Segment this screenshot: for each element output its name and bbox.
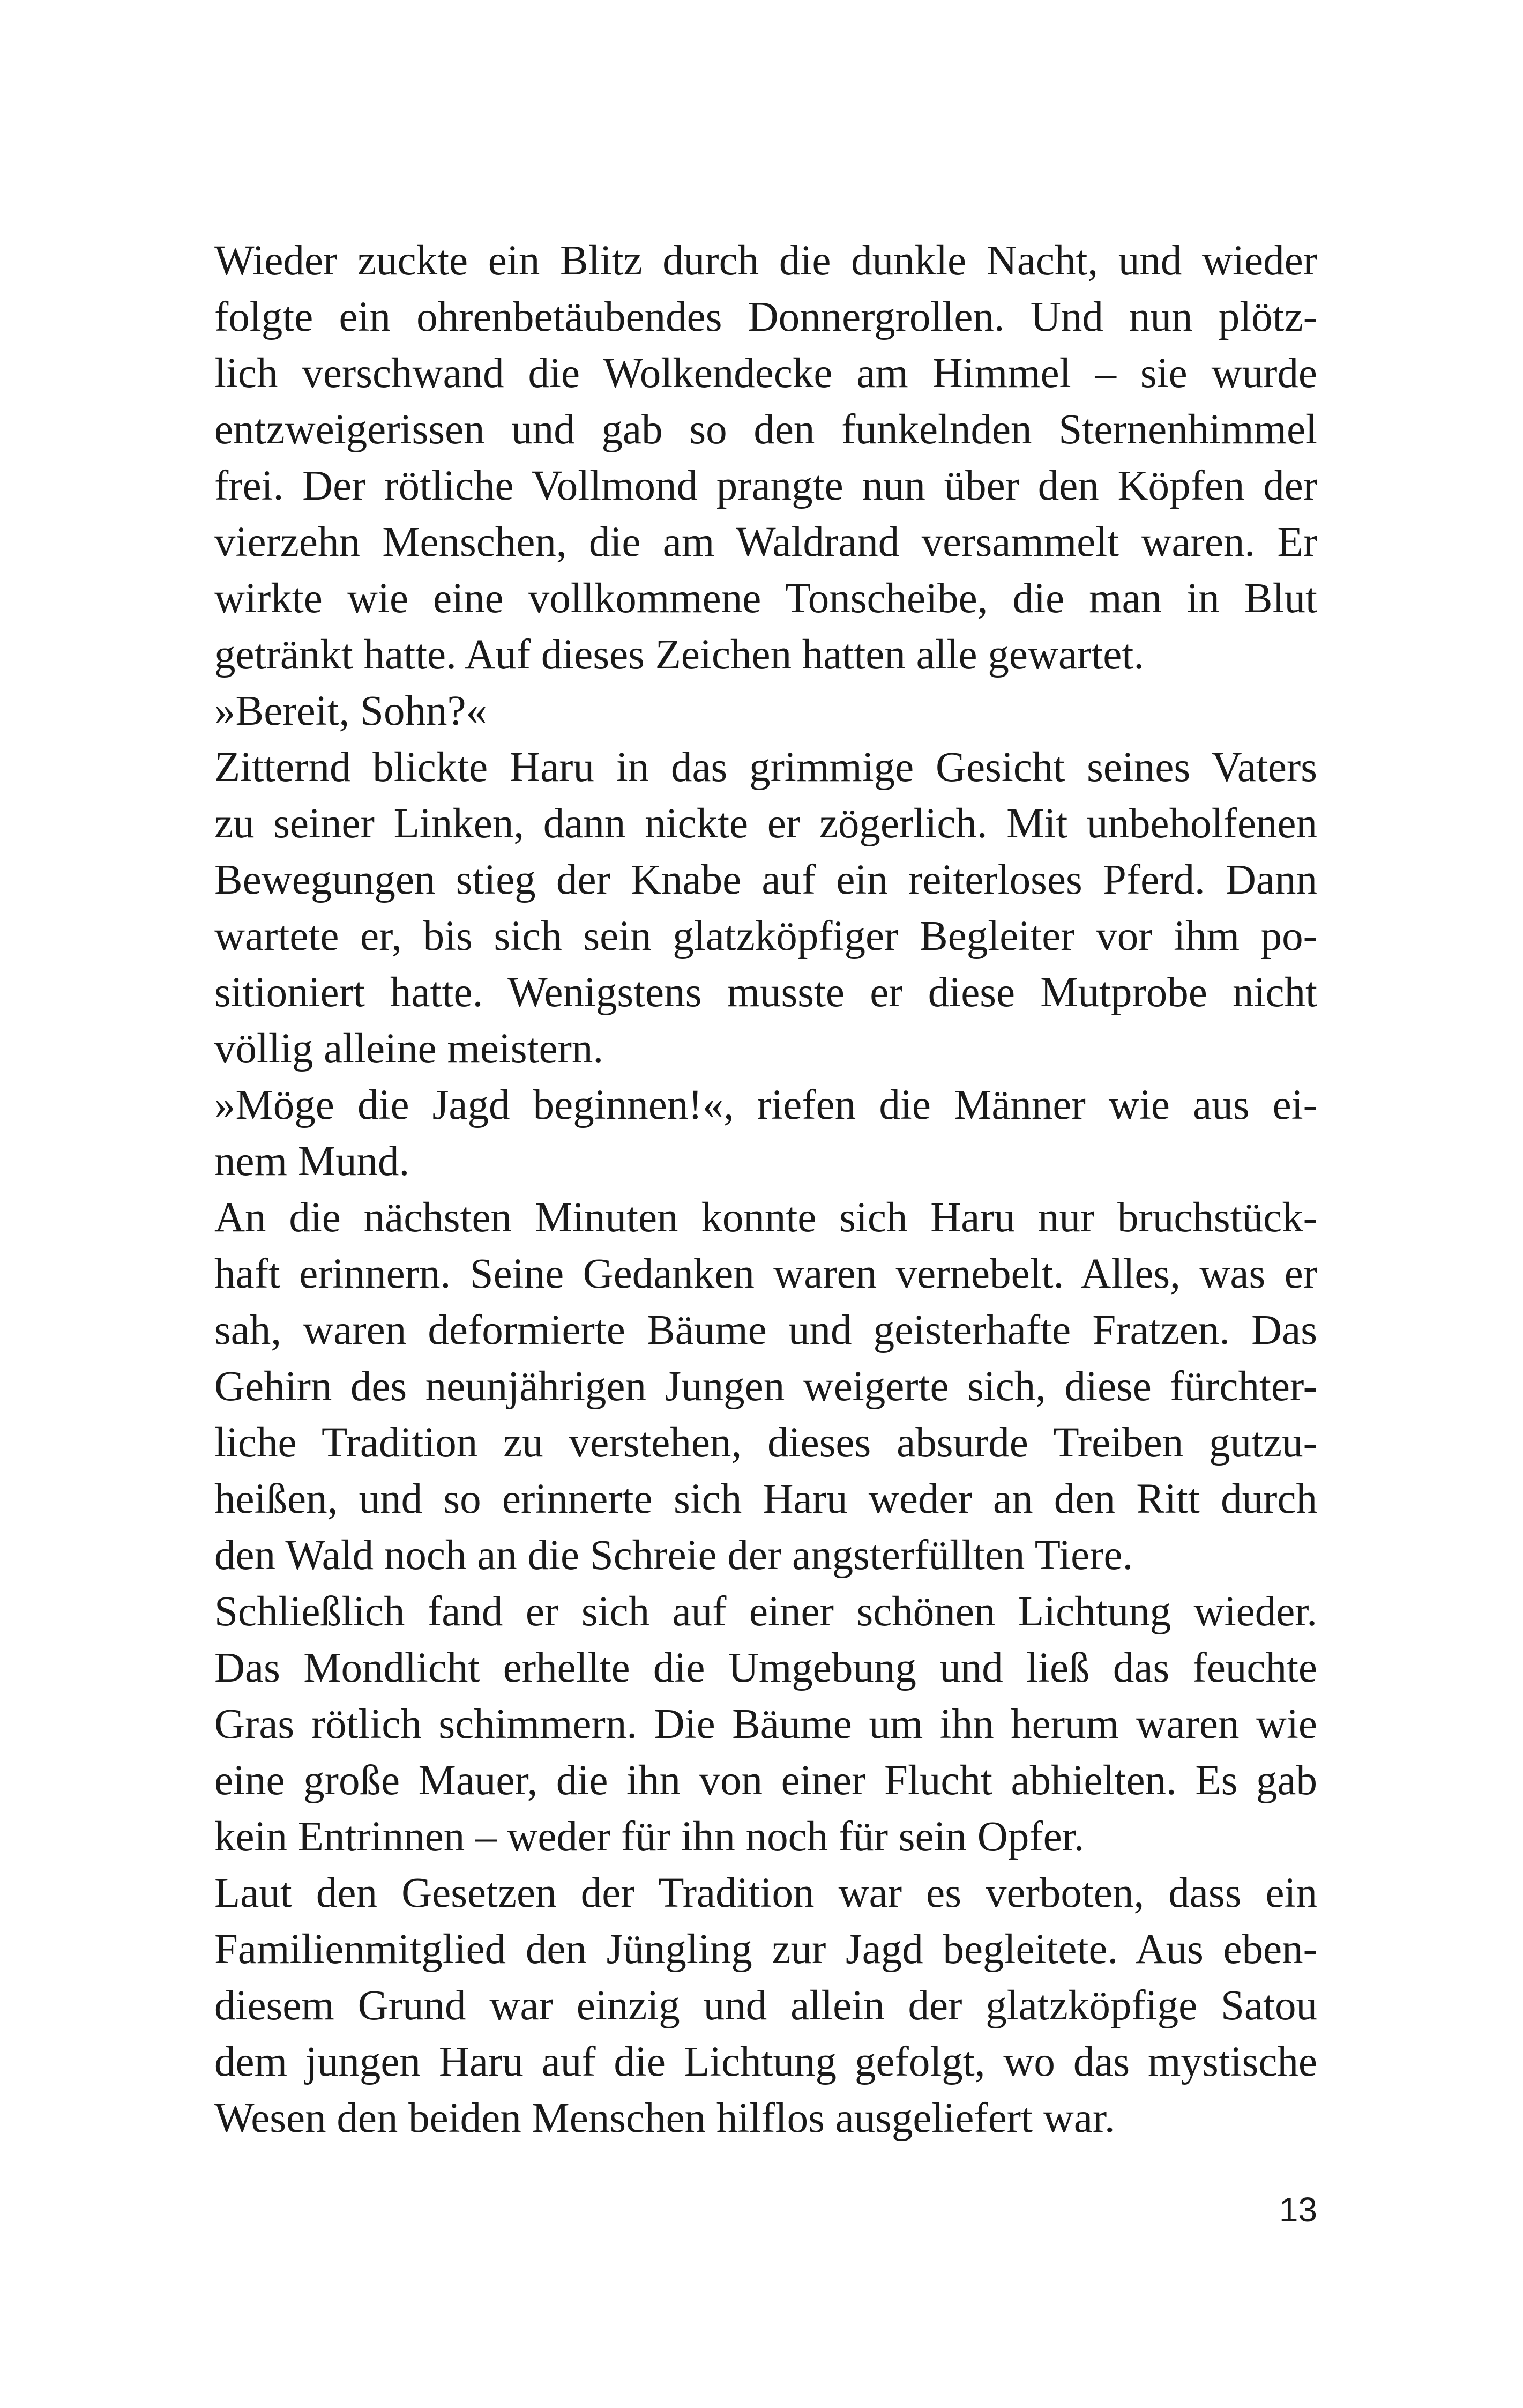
page-number: 13: [1279, 2190, 1317, 2229]
text-line: eine große Mauer, die ihn von einer Flucht abhielten. Es gab: [214, 1757, 1317, 1804]
text-line: diesem Grund war einzig und allein der glatzköpfige Satou: [214, 1982, 1317, 2029]
text-line: dem jungen Haru auf die Lichtung gefolgt, wo das mystische: [214, 2039, 1317, 2085]
text-line: entzweigerissen und gab so den funkelnden Sternenhimmel: [214, 406, 1317, 453]
text-line: sitioniert hatte. Wenigstens musste er diese Mutprobe nicht: [214, 969, 1317, 1016]
text-line: vierzehn Menschen, die am Waldrand versammelt waren. Er: [214, 519, 1317, 566]
text-line: haft erinnern. Seine Gedanken waren vernebelt. Alles, was er: [214, 1251, 1317, 1297]
text-line: Familienmitglied den Jüngling zur Jagd begleitete. Aus eben-: [214, 1926, 1317, 1973]
text-line: den Wald noch an die Schreie der angsterfüllten Tiere.: [214, 1532, 1133, 1579]
text-line: getränkt hatte. Auf dieses Zeichen hatten alle gewartet.: [214, 631, 1145, 678]
text-line: nem Mund.: [214, 1138, 410, 1185]
text-line: Das Mondlicht erhellte die Umgebung und ließ das feuchte: [214, 1645, 1317, 1691]
text-line: Gras rötlich schimmern. Die Bäume um ihn herum waren wie: [214, 1701, 1317, 1748]
text-line: Bewegungen stieg der Knabe auf ein reiterloses Pferd. Dann: [214, 857, 1317, 903]
text-line: »Bereit, Sohn?«: [214, 688, 488, 734]
text-line: Schließlich fand er sich auf einer schönen Lichtung wieder.: [214, 1588, 1317, 1635]
text-line: liche Tradition zu verstehen, dieses absurde Treiben gutzu-: [214, 1419, 1317, 1466]
text-line: Zitternd blickte Haru in das grimmige Gesicht seines Vaters: [214, 744, 1317, 791]
text-line: heißen, und so erinnerte sich Haru weder an den Ritt durch: [214, 1476, 1317, 1522]
text-line: sah, waren deformierte Bäume und geisterhafte Fratzen. Das: [214, 1307, 1317, 1354]
text-line: völlig alleine meistern.: [214, 1025, 604, 1072]
text-line: Gehirn des neunjährigen Jungen weigerte sich, diese fürchter-: [214, 1363, 1317, 1410]
text-line: An die nächsten Minuten konnte sich Haru nur bruchstück-: [214, 1194, 1317, 1241]
text-line: Wieder zuckte ein Blitz durch die dunkle Nacht, und wieder: [214, 237, 1317, 284]
text-line: folgte ein ohrenbetäubendes Donnergrollen. Und nun plötz-: [214, 294, 1317, 340]
text-line: wartete er, bis sich sein glatzköpfiger Begleiter vor ihm po-: [214, 913, 1317, 960]
body-text: [214, 233, 1317, 2146]
text-line: »Möge die Jagd beginnen!«, riefen die Männer wie aus ei-: [214, 1082, 1317, 1128]
text-line: zu seiner Linken, dann nickte er zögerlich. Mit unbeholfenen: [214, 800, 1317, 847]
text-line: Laut den Gesetzen der Tradition war es verboten, dass ein: [214, 1870, 1317, 1916]
text-line: wirkte wie eine vollkommene Tonscheibe, die man in Blut: [214, 575, 1317, 622]
text-line: kein Entrinnen – weder für ihn noch für sein Opfer.: [214, 1814, 1085, 1860]
text-line: lich verschwand die Wolkendecke am Himmel – sie wurde: [214, 350, 1317, 397]
text-line: frei. Der rötliche Vollmond prangte nun über den Köpfen der: [214, 463, 1317, 509]
text-line: Wesen den beiden Menschen hilflos ausgeliefert war.: [214, 2095, 1115, 2142]
